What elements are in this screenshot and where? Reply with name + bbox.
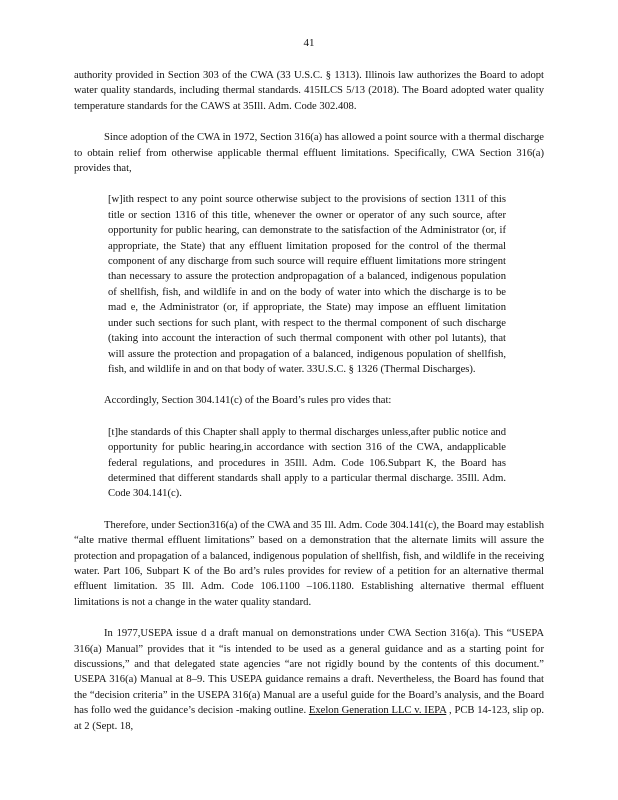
case-citation: Exelon Generation LLC v. IEPA xyxy=(308,705,447,717)
paragraph-usepa-manual xyxy=(74,626,544,734)
block-quote-cwa-316a: [w]ith respect to any point source otherwise subject to the provisions of section 1311 of this title or section 1316 of this title, whenever the owner or operator of any such source, after opportunity for public hearing, can demonstrate to the satisfaction of the Administrator (or, if appropriate, the State) that any effluent limitation proposed for the control of the thermal component of any discharge from such source will require effluent limitations more stringent than necessary to assure the protection andpropagation of a balanced, indigenous population of shellfish, fish, and wildlife in and on the body of water into which the discharge is to be mad e, the Administrator (or, if appropriate, the State) may impose an effluent limitation under such sections for such plant, with respect to the thermal component of such discharge (taking into account the interaction of such thermal component with other pol lutants), that will assure the protection and propagation of a balanced, indigenous population of shellfish, fish, and wildlife in and on that body of water. 33U.S.C. § 1326 (Thermal Discharges). xyxy=(108,194,506,375)
page-number: 41 xyxy=(303,37,315,49)
case-citation-detail: , PCB 14-123, slip op. at 2 (Sept. 18, xyxy=(74,705,545,732)
block-quote-section-304-141c: [t]he standards of this Chapter shall apply to thermal discharges unless,after public notice and opportunity for public hearing,in accordance with section 316 of the CWA, andapplicable federal regulations, and procedures in 35Ill. Adm. Code 106.Subpart K, the Board has determined that different standards shall apply to a particular thermal discharge. 35Ill. Adm. Code 304.141(c). xyxy=(108,426,506,500)
usepa-manual-text: In 1977,USEPA issue d a draft manual on demonstrations under CWA Section 316(a). This “USEPA 316(a) Manual” provides that it “is intended to be used as a general guidance and as a starting point for discussions,” and that delegated state agencies “are not rigidly bound by the contents of this document.” USEPA 316(a) Manual at 8–9. This USEPA guidance remains a draft. Nevertheless, the Board has found that the “decision criteria” in the USEPA 316(a) Manual are a useful guide for the Board’s analysis, and the Board has follo wed the guidance’s decision -making outline. xyxy=(74,628,544,717)
paragraph-board-rules-intro: Accordingly, Section 304.141(c) of the Board’s rules pro vides that: xyxy=(104,395,392,407)
paragraph-section-303-authority: authority provided in Section 303 of the CWA (33 U.S.C. § 1313). Illinois law authorizes the Board to adopt water quality standards, including thermal standards. 415ILCS 5/13 (2018). The Board adopted water quality temperature standards for the CAWS at 35Ill. Adm. Code 302.408. xyxy=(74,70,544,112)
paragraph-alternative-limitations: Therefore, under Section316(a) of the CWA and 35 Ill. Adm. Code 304.141(c), the Board may establish “alte rnative thermal effluent limitations” based on a demonstration that the alternate limits will assure the protection and propagation of a balanced, indigenous population of shellfish, fish, and wildlife in the receiving water. Part 106, Subpart K of the Bo ard’s rules provides for review of a petition for an alternative thermal effluent limitation. 35 Ill. Adm. Code 106.1100 –106.1180. Establishing alternative thermal effluent limitations is not a change in the water quality standard. xyxy=(74,519,544,608)
paragraph-section-316a-intro: Since adoption of the CWA in 1972, Section 316(a) has allowed a point source with a thermal discharge to obtain relief from otherwise applicable thermal effluent limitations. Specifically, CWA Section 316(a) provides that, xyxy=(74,132,544,175)
document-body xyxy=(74,68,544,750)
